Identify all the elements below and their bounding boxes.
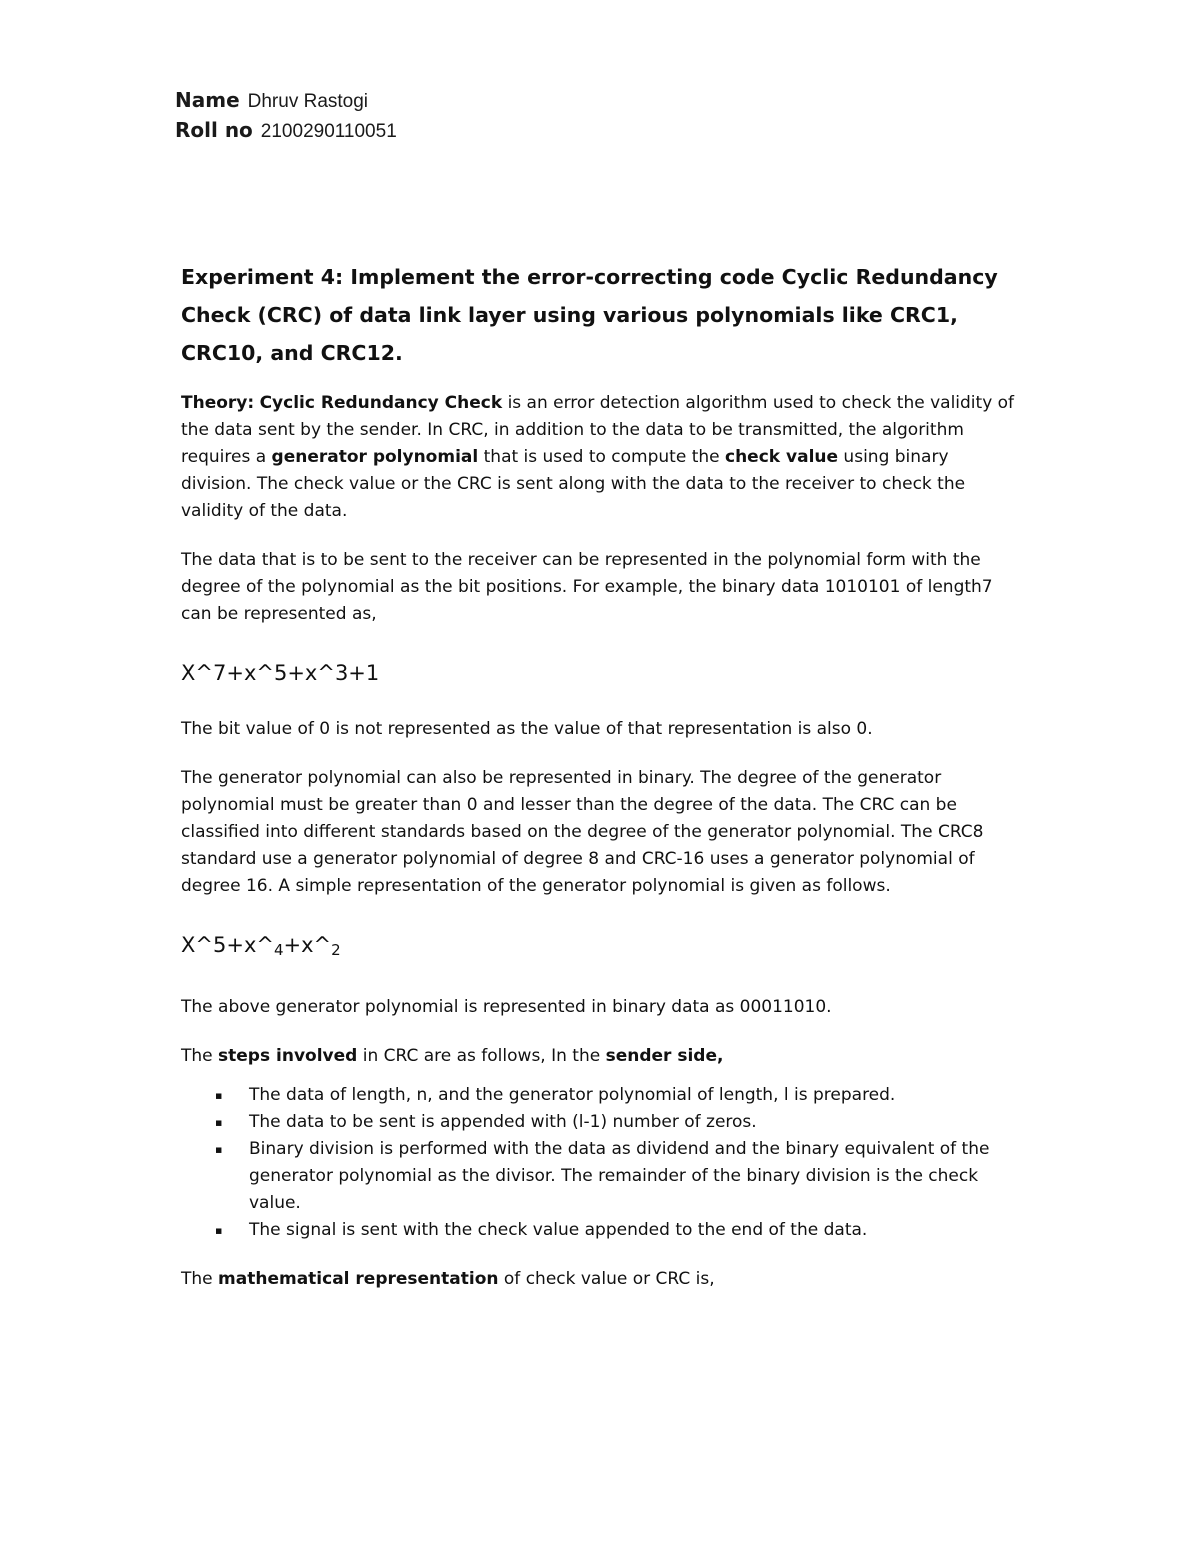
list-item (181, 1109, 1021, 1136)
steps-intro-text-2: in CRC are as follows, In the (357, 1046, 606, 1066)
formula2-exponent-2: 2 (331, 941, 341, 959)
math-intro-text-1: The (181, 1269, 219, 1289)
roll-value: 2100290110051 (260, 121, 397, 142)
data-polynomial-formula: X^7+x^5+x^3+1 (181, 661, 380, 685)
math-representation-paragraph (181, 1266, 1021, 1293)
step-text: The data of length, n, and the generator polynomial of length, l is prepared. (249, 1085, 896, 1105)
theory-term: Cyclic Redundancy Check (259, 393, 503, 413)
experiment-title: Experiment 4: Implement the error-correcting code Cyclic Redundancy Check (CRC) of data link layer using various polynomials like CRC1, CRC10, and CRC12. (181, 265, 998, 365)
sender-side-bold: sender side, (605, 1046, 724, 1066)
steps-involved-bold: steps involved (218, 1046, 358, 1066)
theory-paragraph (181, 390, 1021, 525)
math-intro-text-2: of check value or CRC is, (498, 1269, 715, 1289)
list-item (181, 1217, 1021, 1244)
formula2-part-1: X^5+x^ (181, 933, 274, 957)
step-text: The signal is sent with the check value appended to the end of the data. (249, 1220, 868, 1240)
generator-polynomial-formula (181, 930, 1021, 962)
theory-text-2: that is used to compute the (478, 447, 725, 467)
list-item (181, 1136, 1021, 1217)
theory-check-value: check value (725, 447, 839, 467)
theory-label: Theory: (181, 393, 255, 413)
name-value: Dhruv Rastogi (247, 91, 369, 112)
bullet-icon: ▪ (215, 1143, 223, 1156)
name-label: Name (175, 88, 240, 112)
list-item (181, 1082, 1021, 1109)
roll-line (175, 118, 397, 143)
steps-intro-text-1: The (181, 1046, 219, 1066)
data-representation-paragraph: The data that is to be sent to the receiver can be represented in the polynomial form with the degree of the polynomial as the bit positions. For example, the binary data 1010101 of length7 can be represented as, (181, 550, 993, 624)
steps-list (181, 1082, 1021, 1244)
formula2-exponent-1: 4 (273, 941, 284, 959)
bit-value-paragraph: The bit value of 0 is not represented as the value of that representation is also 0. (181, 719, 873, 739)
bullet-icon: ▪ (215, 1089, 223, 1102)
theory-text-3: using binary division. The check value or the CRC is sent along with the data to the receiver to check the validity of the data. (181, 447, 966, 521)
step-text: Binary division is performed with the data as dividend and the binary equivalent of the generator polynomial as the divisor. The remainder of the binary division is the check value. (249, 1139, 990, 1213)
formula2-part-2: +x^ (283, 933, 332, 957)
step-text: The data to be sent is appended with (l-1) number of zeros. (249, 1112, 757, 1132)
name-line (175, 88, 368, 113)
theory-generator-polynomial: generator polynomial (271, 447, 479, 467)
bullet-icon: ▪ (215, 1116, 223, 1129)
roll-label: Roll no (175, 118, 253, 142)
steps-intro-paragraph (181, 1043, 1021, 1070)
document-body (181, 258, 1021, 1315)
bullet-icon: ▪ (215, 1224, 223, 1237)
theory-text-1: is an error detection algorithm used to check the validity of the data sent by the sender. In CRC, in addition to the data to be transmitted, the algorithm requires a (181, 393, 1015, 467)
generator-polynomial-paragraph: The generator polynomial can also be represented in binary. The degree of the generator polynomial must be greater than 0 and lesser than the degree of the data. The CRC can be classified into different standards based on the degree of the generator polynomial. The CRC8 standard use a generator polynomial of degree 8 and CRC-16 uses a generator polynomial of degree 16. A simple representation of the generator polynomial is given as follows. (181, 768, 984, 896)
binary-representation-paragraph: The above generator polynomial is represented in binary data as 00011010. (181, 997, 832, 1017)
math-representation-bold: mathematical representation (218, 1269, 499, 1289)
